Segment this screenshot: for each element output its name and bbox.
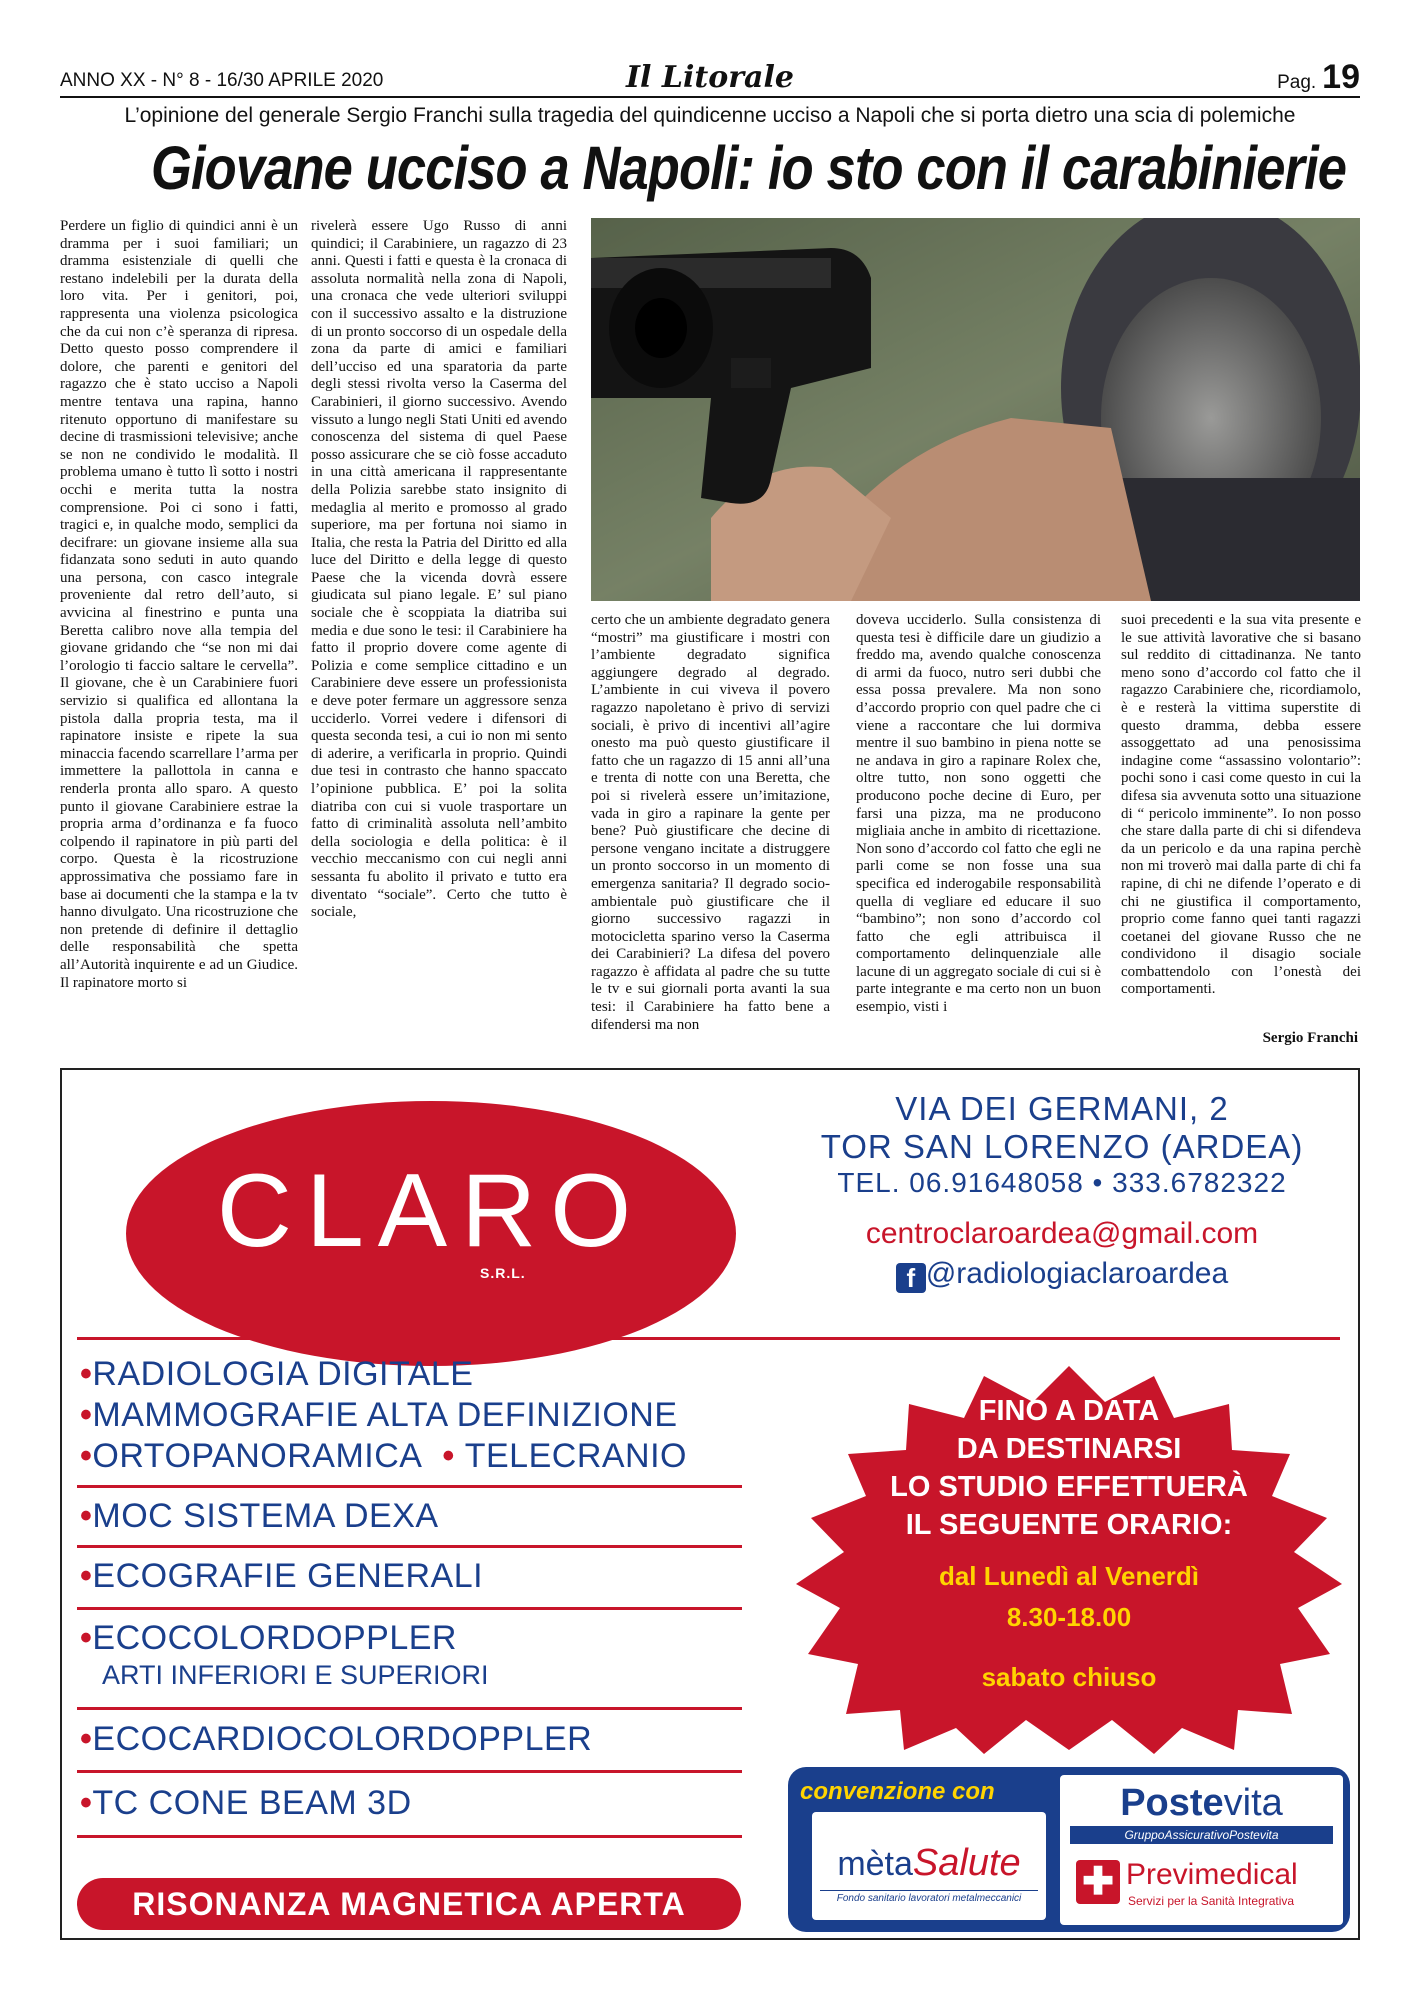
gun-photo-illustration: [591, 218, 1360, 601]
ad-address-line2: TOR SAN LORENZO (ARDEA): [820, 1128, 1304, 1165]
page-number: [1277, 58, 1360, 97]
ad-address-line1: VIA DEI GERMANI, 2: [895, 1090, 1229, 1127]
article-column-3: certo che un ambiente degradato genera “mostri” ma giustificare i mostri con l’ambiente degradato significa aggiungere degrado al degrado. L’ambiente in cui viveva il povero ragazzo napoletano è privo di servizi sociali, è privo di incentivi all’agire onesto ma può questo giustificare il fatto che un ragazzo di 15 anni all’una e trenta di notte con una Beretta, che poi si rivelerà essere un’imitazione, vada in giro a rapinare la gente per bene? Può giustificare che decine di persone vengano incitate a distruggere un pronto soccorso in un momento di emergenza sanitaria? Il degrado socio-ambientale può giustificare che il giorno successivo ragazzi in motocicletta sparino verso la Caserma dei Carabinieri? La difesa del povero ragazzo è affidata al padre che su tutte le tv e sui giornali porta avanti la sua tesi: il Carabiniere ha fatto bene a difendersi ma non: [591, 612, 830, 1033]
header-rule: [60, 96, 1360, 98]
ad-social: [772, 1257, 1352, 1293]
service-divider: [77, 1545, 742, 1548]
notice-line: DA DESTINARSI: [956, 1433, 1182, 1465]
previmedical-logo: Previmedical: [1126, 1858, 1298, 1891]
page-label: Pag.: [1277, 72, 1317, 93]
article-author: Sergio Franchi: [1262, 1030, 1358, 1046]
masthead: Il Litorale: [626, 60, 794, 95]
article-column-2: rivelerà essere Ugo Russo di anni quindici; il Carabiniere, un ragazzo di 23 anni. Questi i fatti e questa è la cronaca di assoluta normalità nella zona di Napoli, una cronaca che vede ulteriori sviluppi con il successivo assalto e la distruzione di un pronto soccorso di un ospedale della zona da parte di amici e familiari dell’ucciso ed una sparatoria da parte degli stessi rivolta verso la Caserma del Carabinieri, il giorno successivo. Avendo vissuto a lungo negli Stati Uniti ed avendo conoscenza del sistema di quel Paese posso assicurare che se ciò fosse accaduto in una città americana il rappresentante della Polizia sarebbe stato insignito di medaglia al merito e promosso al grado superiore, ma per fortuna noi siamo in Italia, che resta la Patria del Diritto ed alla luce del Diritto e della legge di questo Paese che la vicenda dovrà essere giudicata sul piano legale. E’ sul piano sociale che è scoppiata la diatriba sui media e due sono le tesi: il Carabiniere ha fatto il proprio dovere come agente di Polizia e come semplice cittadino e un Carabiniere deve essere un professionista e deve poter fermare un aggressore senza ucciderlo. Vorrei vedere i difensori di questa seconda tesi, a cui io non mi sento di aderire, a verificarla in proprio. Quindi due tesi in contrasto che hanno spaccato l’opinione pubblica. E’ poi la solita diatriba con cui si vuole trasportare un fatto di criminalità assoluta nell’ambito della sociologia e della politica: è il vecchio meccanismo con cui negli anni sessanta fu abolito il privato e tutto era diventato “sociale”. Certo che tutto è sociale,: [311, 218, 567, 921]
article-column-4: doveva ucciderlo. Sulla consistenza di questa tesi è difficile dare un giudizio a freddo ma, avendo qualche conoscenza di armi da fuoco, nutro seri dubbi che essa possa prevalere. Ma non sono d’accordo proprio con quel padre che ci viene a raccontare che lui dormiva mentre il suo bambino in piena notte se ne andava in giro a rapinare Rolex che, oltre tutto, non sono oggetti che producono poche decine di Euro, per farsi una pizza, ma ne producono migliaia anche in ambito di ricettazione. Non sono d’accordo col fatto che egli ne parli come se non fosse una sua specifica ed inderogabile responsabilità quella di vegliare ed educare il suo “bambino”; non sono d’accordo col fatto che egli attribuisca il comportamento delinquenziale alle lacune di un aggregato sociale di cui si è parte integrante e ma certo non un buon esempio, visti i: [856, 612, 1101, 1016]
ad-email: centroclaroardea@gmail.com: [865, 1217, 1259, 1250]
article-column-5: suoi precedenti e la sua vita presente e le sue attività lavorative che si basano sul reddito di cittadinanza. Ne tanto meno sono d’accordo col fatto che il ragazzo Carabiniere che, ricordiamolo, è e resterà la vittima superstite di questo dramma, debba essere assoggettato ad una penosissima indagine come “assassino volontario”: pochi sono i casi come questo in cui la difesa sia avvenuta sotto una situazione di “ pericolo imminente”. Io non posso che stare dalla parte di chi si difendeva da un pericolo e da una rapina perchè non mi troverò mai dalla parte di chi fa rapine, di chi ne difende l’operato e di chi ne giustifica il comportamento, proprio come fanno quei tanti ragazzi coetanei del giovane Russo che ne condividono il disagio sociale combattendolo con l’onestà dei comportamenti.: [1121, 612, 1361, 998]
metasalute-logo: mètaSalute: [837, 1842, 1021, 1884]
claro-logo-suffix: S.R.L.: [480, 1265, 526, 1281]
service-divider: [77, 1707, 742, 1710]
postevita-logo: Postevita: [1120, 1782, 1283, 1824]
service-divider: [77, 1770, 742, 1773]
page-number-value: 19: [1322, 58, 1360, 96]
notice-line: IL SEGUENTE ORARIO:: [905, 1509, 1233, 1541]
previmedical-subtitle: Servizi per la Sanità Integrativa: [1128, 1894, 1295, 1908]
notice-line: FINO A DATA: [978, 1395, 1160, 1427]
service-item-sub: ARTI INFERIORI E SUPERIORI: [102, 1660, 489, 1690]
mri-banner: RISONANZA MAGNETICA APERTA: [77, 1878, 741, 1930]
ad-separator: [77, 1337, 1340, 1340]
service-item: •TC CONE BEAM 3D: [80, 1784, 412, 1822]
service-item: •RADIOLOGIA DIGITALE: [80, 1355, 474, 1393]
article-kicker: L’opinione del generale Sergio Franchi sulla tragedia del quindicenne ucciso a Napoli che si porta dietro una scia di polemiche: [124, 104, 1296, 127]
ad-phone: TEL. 06.91648058 • 333.6782322: [837, 1167, 1287, 1198]
service-divider: [77, 1835, 742, 1838]
article-column-1: Perdere un figlio di quindici anni è un dramma per i suoi familiari; un dramma esistenziale di quelli che restano indelebili per la durata della loro vita. Per i genitori, poi, rappresenta una violenza psicologica che da cui non c’è speranza di ripresa. Detto questo posso comprendere il dolore, che parenti e genitori del ragazzo che è stato ucciso a Napoli mentre tentava una rapina, hanno ritenuto opportuno di manifestare su decine di trasmissioni televisive; anche se non ne condivido le modalità. Il problema umano è tutto lì sotto i nostri occhi e merita tutta la nostra comprensione. Poi ci sono i fatti, tragici e, in qualche modo, semplici da decifrare: un giovane insieme alla sua fidanzata sono seduti in auto quando una persona, con casco integrale proveniente dal retro dell’auto, si avvicina al finestrino e punta una Beretta calibro nove alla tempia del giovane gridando che “se non mi dai l’orologio ti faccio saltare le cervella”. Il giovane, che è un Carabiniere fuori servizio si qualifica ed allontana la pistola dalla propria testa, ma il rapinatore insiste e ripete la sua minaccia facendo scarrellare l’arma per immettere la pallottola in canna e renderla pronta allo sparo. A questo punto il giovane Carabiniere estrae la propria arma d’ordinanza e fa fuoco colpendo il rapinatore in più parti del corpo. Questa è la ricostruzione approssimativa che possiamo fare in base ai documenti che la stampa e la tv hanno divulgato. Una ricostruzione che non pretende di definire il dettaglio delle responsabilità che spetta all’Autorità inquirente e ad un Giudice. Il rapinatore morto si: [60, 218, 298, 991]
previmedical-cross-icon: ✚: [1076, 1860, 1120, 1904]
service-item: •ECOCARDIOCOLORDOPPLER: [80, 1720, 593, 1758]
service-item: •MAMMOGRAFIE ALTA DEFINIZIONE: [80, 1396, 678, 1434]
ad-social-handle: @radiologiaclaroardea: [925, 1257, 1229, 1290]
article-photo: [591, 218, 1360, 601]
notice-saturday: sabato chiuso: [981, 1662, 1157, 1692]
postevita-subtitle: GruppoAssicurativoPostevita: [1070, 1826, 1333, 1844]
notice-hours: 8.30-18.00: [1006, 1602, 1132, 1632]
notice-days: dal Lunedì al Venerdì: [938, 1561, 1200, 1591]
service-item: •ECOGRAFIE GENERALI: [80, 1557, 484, 1595]
claro-logo-text: CLARO: [216, 1153, 646, 1269]
service-item: •ORTOPANORAMICA • TELECRANIO: [80, 1437, 687, 1475]
service-divider: [77, 1485, 742, 1488]
metasalute-subtitle: Fondo sanitario lavoratori metalmeccanici: [820, 1890, 1038, 1904]
article-headline: Giovane ucciso a Napoli: io sto con il carabinierie: [151, 134, 1347, 202]
issue-info: ANNO XX - N° 8 - 16/30 APRILE 2020: [60, 70, 384, 91]
service-divider: [77, 1607, 742, 1610]
notice-line: LO STUDIO EFFETTUERÀ: [890, 1471, 1248, 1503]
service-item: •ECOCOLORDOPPLER: [80, 1619, 457, 1657]
facebook-icon: f: [896, 1263, 926, 1293]
service-item: •MOC SISTEMA DEXA: [80, 1497, 439, 1535]
partners-label: convenzione con: [800, 1778, 995, 1805]
